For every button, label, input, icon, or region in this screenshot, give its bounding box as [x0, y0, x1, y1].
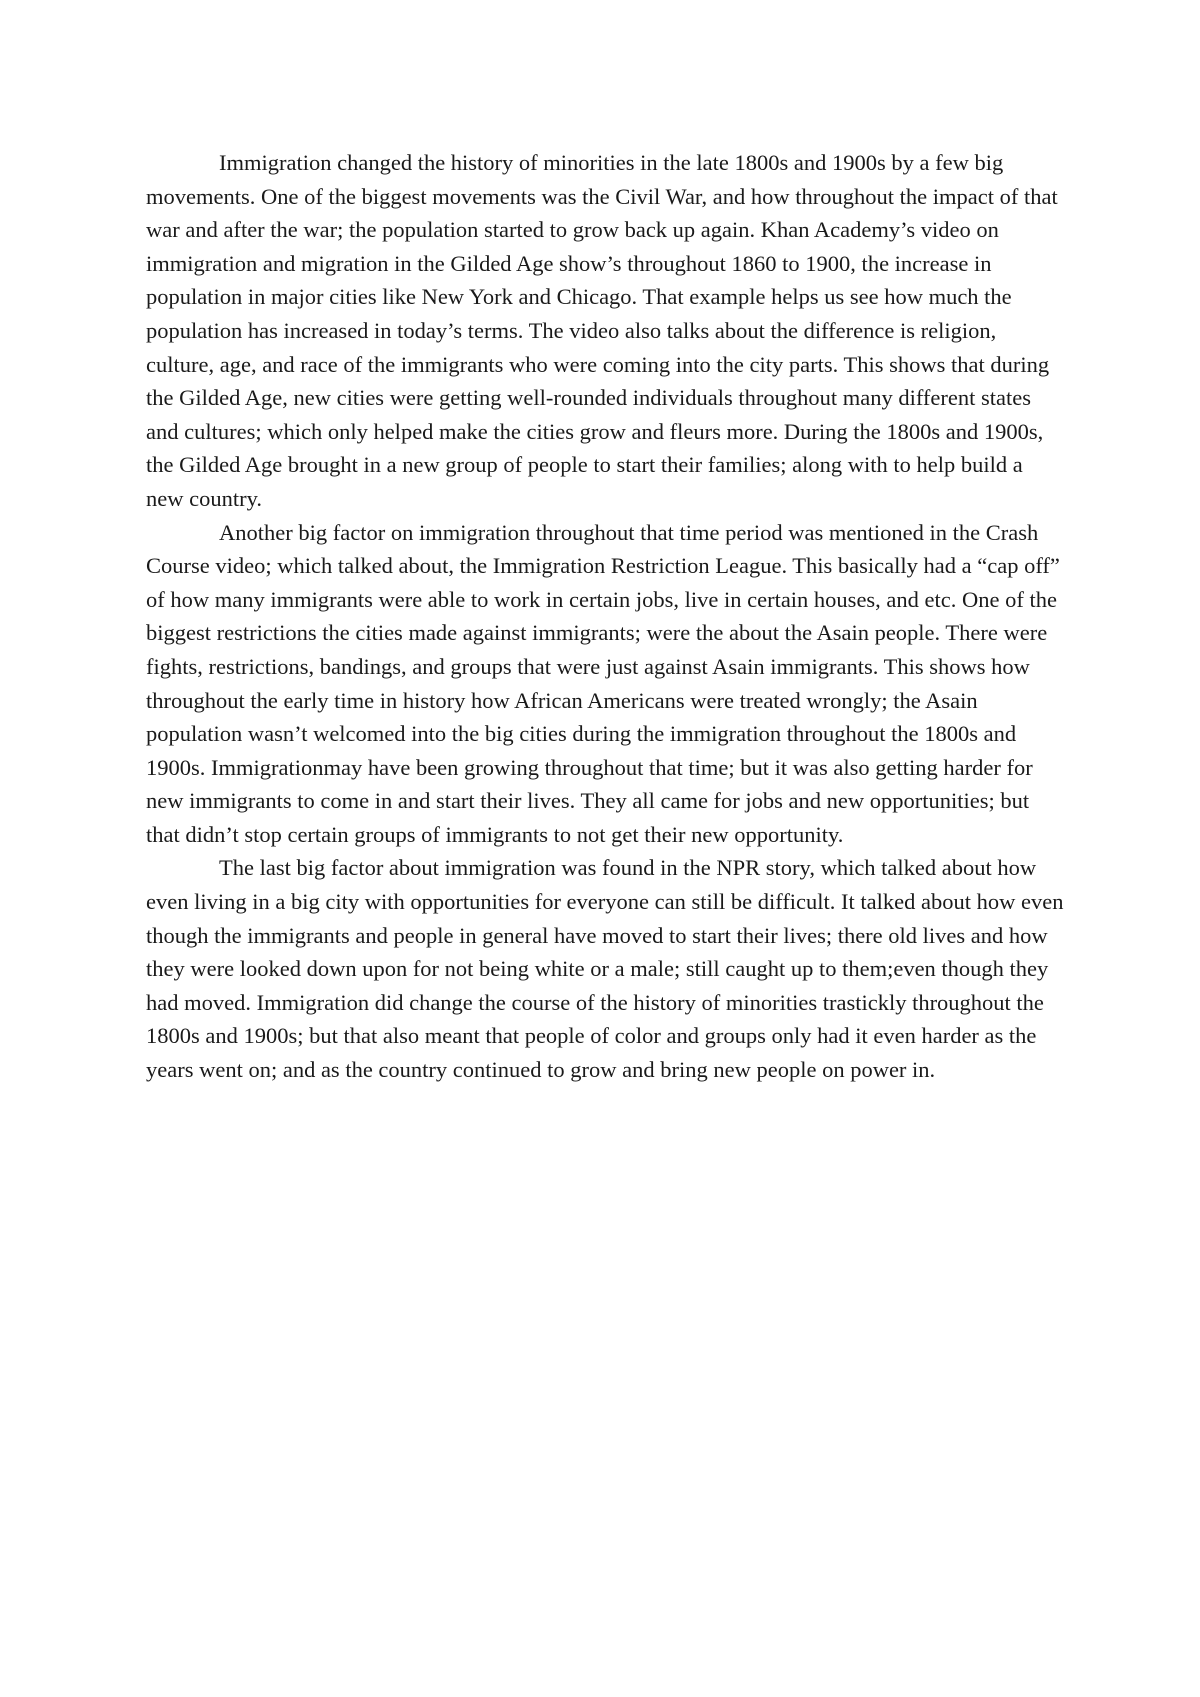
paragraph-2: Another big factor on immigration throughout that time period was mentioned in the Crash Course video; which talked about, the Immigration Restriction League. This basically had a “cap off” of how many immigrants were able to work in certain jobs, live in certain houses, and etc. One of the biggest restrictions the cities made against immigrants; were the about the Asain people. There were fights, restrictions, bandings, and groups that were just against Asain immigrants. This shows how throughout the early time in history how African Americans were treated wrongly; the Asain population wasn’t welcomed into the big cities during the immigration throughout the 1800s and 1900s. Immigrationmay have been growing throughout that time; but it was also getting harder for new immigrants to come in and start their lives. They all came for jobs and new opportunities; but that didn’t stop certain groups of immigrants to not get their new opportunity.: [146, 519, 1060, 847]
paragraph-3: The last big factor about immigration was found in the NPR story, which talked about how even living in a big city with opportunities for everyone can still be difficult. It talked about how even though the immigrants and people in general have moved to start their lives; there old lives and how they were looked down upon for not being white or a male; still caught up to them;even though they had moved. Immigration did change the course of the history of minorities trastickly throughout the 1800s and 1900s; but that also meant that people of color and groups only had it even harder as the years went on; and as the country continued to grow and bring new people on power in.: [146, 855, 1064, 1083]
essay-body: [146, 146, 1064, 1087]
paragraph-1: Immigration changed the history of minorities in the late 1800s and 1900s by a few big movements. One of the biggest movements was the Civil War, and how throughout the impact of that war and after the war; the population started to grow back up again. Khan Academy’s video on immigration and migration in the Gilded Age show’s throughout 1860 to 1900, the increase in population in major cities like New York and Chicago. That example helps us see how much the population has increased in today’s terms. The video also talks about the difference is religion, culture, age, and race of the immigrants who were coming into the city parts. This shows that during the Gilded Age, new cities were getting well-rounded individuals throughout many different states and cultures; which only helped make the cities grow and fleurs more. During the 1800s and 1900s, the Gilded Age brought in a new group of people to start their families; along with to help build a new country.: [146, 150, 1058, 511]
